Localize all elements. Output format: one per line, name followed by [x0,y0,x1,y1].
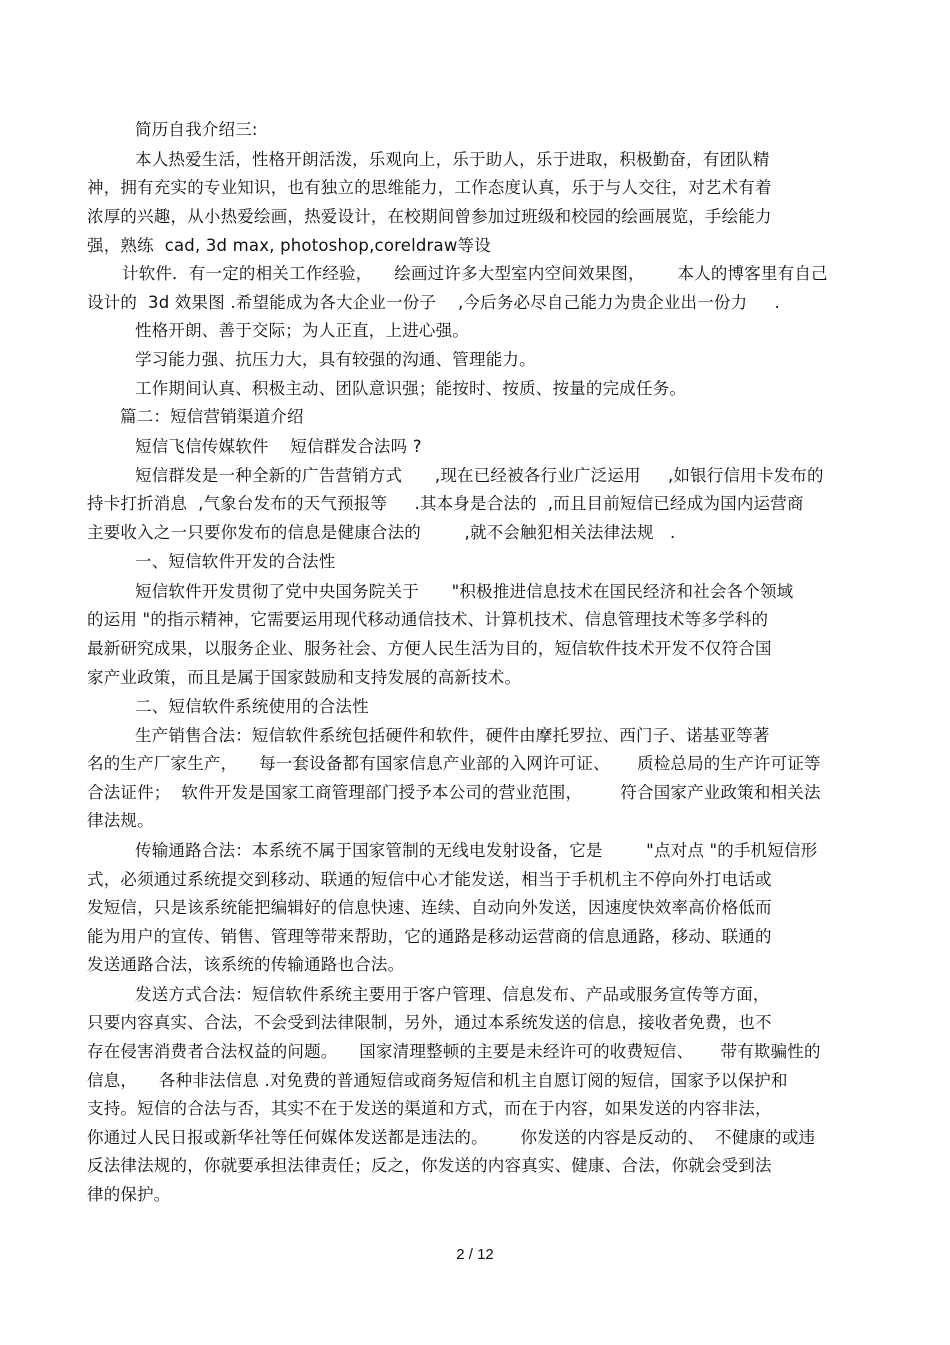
text-line: 只要内容真实、合法，不会受到法律限制，另外，通过本系统发送的信息，接收者免费，也不 [87,1013,772,1032]
text-line: 计软件．有一定的相关工作经验， 绘画过许多大型室内空间效果图， 本人的博客里有自己 [122,264,828,283]
text-line: 传输通路合法：本系统不属于国家管制的无线电发射设备，它是 "点对点 "的手机短信形 [135,841,818,860]
text-line: 你通过人民日报或新华社等任何媒体发送都是违法的。 你发送的内容是反动的、 不健康的或违 [87,1128,816,1147]
text-line: 短信飞信传媒软件 短信群发合法吗 ? [135,437,422,456]
text-line: 工作期间认真、积极主动、团队意识强；能按时、按质、按量的完成任务。 [135,379,687,398]
text-line: 信息， 各种非法信息 .对免费的普通短信或商务短信和机主自愿订阅的短信，国家予以保护和 [87,1071,788,1090]
text-line: 持卡打折消息 ,气象台发布的天气预报等 .其本身是合法的 ,而且目前短信已经成为国内运营商 [87,494,804,513]
text-line: 律的保护。 [87,1185,171,1204]
section-heading: 二、短信软件系统使用的合法性 [135,697,369,716]
text-line: 式，必须通过系统提交到移动、联通的短信中心才能发送，相当于手机机主不停向外打电话或 [87,870,772,889]
text-line: 最新研究成果，以服务企业、服务社会、方便人民生活为目的，短信软件技术开发不仅符合国 [87,639,772,658]
text-line: 学习能力强、抗压力大，具有较强的沟通、管理能力。 [135,350,536,369]
text-line: 本人热爱生活，性格开朗活泼，乐观向上，乐于助人，乐于进取，积极勤奋，有团队精 [135,150,770,169]
text-line: 能为用户的宣传、销售、管理等带来帮助，它的通路是移动运营商的信息通路，移动、联通的 [87,927,772,946]
text-line: 简历自我介绍三: [135,120,258,139]
text-line: 短信群发是一种全新的广告营销方式 ,现在已经被各行业广泛运用 ,如银行信用卡发布的 [135,466,824,485]
text-line: 设计的 3d 效果图 .希望能成为各大企业一份子 ,今后务必尽自己能力为贵企业出一份力 . [87,293,780,312]
page-number: 2 / 12 [456,1246,494,1263]
text-line: 支持。短信的合法与否，其实不在于发送的渠道和方式，而在于内容，如果发送的内容非法， [87,1099,772,1118]
text-line: 反法律法规的，你就要承担法律责任；反之，你发送的内容真实、健康、合法，你就会受到法 [87,1156,772,1175]
text-line: 短信软件开发贯彻了党中央国务院关于 "积极推进信息技术在国民经济和社会各个领域 [135,582,794,601]
section-heading: 一、短信软件开发的合法性 [135,552,336,571]
text-line: 主要收入之一只要你发布的信息是健康合法的 ,就不会触犯相关法律法规 . [87,523,676,542]
text-line: 生产销售合法：短信软件系统包括硬件和软件，硬件由摩托罗拉、西门子、诺基亚等著 [135,726,770,745]
text-line: 家产业政策，而且是属于国家鼓励和支持发展的高新技术。 [87,668,522,687]
text-line: 合法证件； 软件开发是国家工商管理部门授予本公司的营业范围， 符合国家产业政策和相关法 [87,783,821,802]
text-line: 名的生产厂家生产， 每一套设备都有国家信息产业部的入网许可证、 质检总局的生产许可证等 [87,754,821,773]
text-line: 律法规。 [87,811,154,830]
text-line: 神，拥有充实的专业知识，也有独立的思维能力，工作态度认真，乐于与人交往，对艺术有着 [87,178,772,197]
text-line: 的运用 "的指示精神，它需要运用现代移动通信技术、计算机技术、信息管理技术等多学科的 [87,610,769,629]
text-line: 发短信，只是该系统能把编辑好的信息快速、连续、自动向外发送，因速度快效率高价格低而 [87,898,772,917]
section-heading: 篇二：短信营销渠道介绍 [120,407,304,426]
text-line: 发送方式合法：短信软件系统主要用于客户管理、信息发布、产品或服务宣传等方面， [135,985,770,1004]
text-line: 发送通路合法，该系统的传输通路也合法。 [87,955,405,974]
text-line: 强，熟练 cad, 3d max, photoshop,coreldraw等设 [87,236,491,255]
text-line: 存在侵害消费者合法权益的问题。 国家清理整顿的主要是未经许可的收费短信、 带有欺骗性的 [87,1042,821,1061]
text-line: 性格开朗、善于交际；为人正直，上进心强。 [135,321,469,340]
text-line: 浓厚的兴趣，从小热爱绘画，热爱设计，在校期间曾参加过班级和校园的绘画展览，手绘能力 [87,207,772,226]
